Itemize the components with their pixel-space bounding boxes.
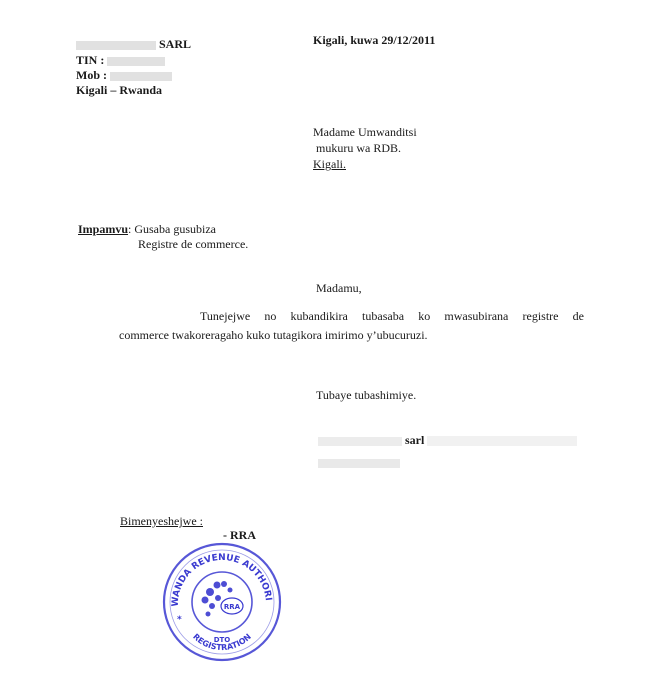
salutation: Madamu, <box>316 281 362 295</box>
signature-company-line <box>318 433 577 448</box>
stamp-bottom2: REGISTRATION <box>191 632 253 653</box>
sender-mob-line <box>76 68 172 83</box>
place-date: Kigali, kuwa 29/12/2011 <box>313 33 436 47</box>
body-line1: Tunejejwe no kubandikira tubasaba ko mwasubirana registre de <box>200 309 584 323</box>
redacted-tin <box>107 57 165 66</box>
stamp-bottom1: DTO <box>213 636 231 644</box>
recipient-line1: Madame Umwanditsi <box>313 125 417 139</box>
redacted-signature-name <box>318 459 400 468</box>
sender-company-line <box>76 37 191 52</box>
cc-label: Bimenyeshejwe : <box>120 514 203 528</box>
subject-line1 <box>78 222 216 237</box>
subject-label: Impamvu <box>78 222 129 236</box>
recipient-line2: mukuru wa RDB. <box>316 141 401 155</box>
redacted-mob <box>110 72 172 81</box>
body-line2: commerce twakoreragaho kuko tutagikora imirimo y’ubucuruzi. <box>119 328 428 342</box>
recipient-line3: Kigali. <box>313 157 346 171</box>
sender-mob-label: Mob : <box>76 68 107 82</box>
stamp-arc-top: WANDA REVENUE AUTHORI <box>170 552 273 607</box>
closing: Tubaye tubashimiye. <box>316 388 417 402</box>
sender-address: Kigali – Rwanda <box>76 83 163 97</box>
sender-tin-line <box>76 53 165 68</box>
stamp-star-icon: * <box>177 615 182 625</box>
sender-tin-label: TIN : <box>76 53 105 67</box>
cc-item: - RRA <box>223 528 256 542</box>
redacted-company-name <box>76 41 156 50</box>
subject-line2: Registre de commerce. <box>138 237 249 251</box>
stamp-center: RRA <box>223 603 241 611</box>
subject-text: : Gusaba gusubiza <box>128 222 216 236</box>
signature-redacted-line <box>318 454 400 472</box>
rra-stamp <box>160 540 284 664</box>
sender-company-suffix: SARL <box>159 37 192 51</box>
stamp-seal-icon <box>160 540 284 664</box>
redacted-signature-company <box>318 437 402 446</box>
signature-company-suffix: sarl <box>405 433 425 447</box>
signature-blank-line <box>427 436 577 446</box>
